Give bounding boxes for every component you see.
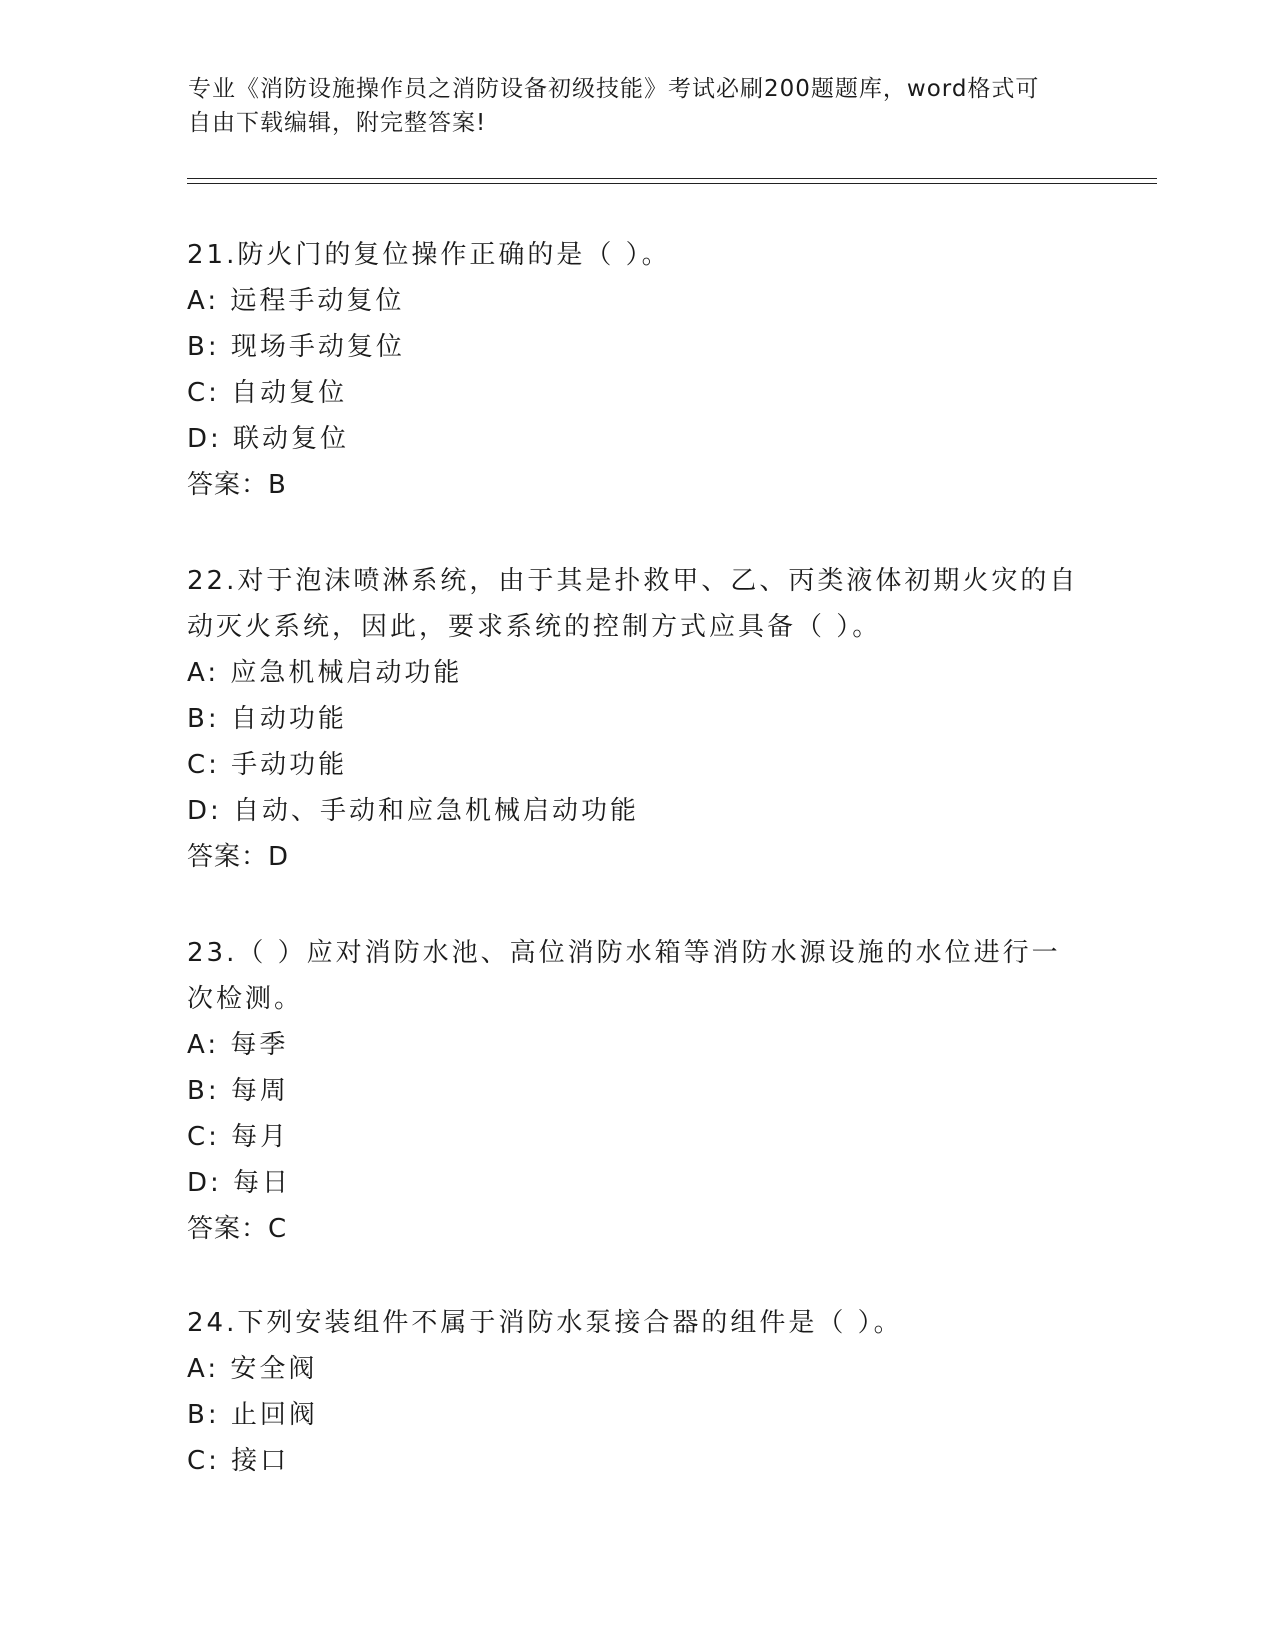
question-stem: 24.下列安装组件不属于消防水泵接合器的组件是（ ）。 xyxy=(187,1308,903,1338)
question-stem: 21.防火门的复位操作正确的是（ ）。 xyxy=(187,240,671,270)
question-23 xyxy=(187,930,1087,1252)
option-d: D: 每日 xyxy=(187,1168,292,1198)
answer-text: 答案：D xyxy=(187,842,290,872)
question-stem-line-2: 次检测。 xyxy=(187,984,304,1014)
question-stem-line-1: 23.（ ）应对消防水池、高位消防水箱等消防水源设施的水位进行一 xyxy=(187,938,1061,968)
document-header xyxy=(188,72,1088,140)
header-rule-bottom xyxy=(187,183,1157,184)
question-stem-line-2: 动灭火系统，因此，要求系统的控制方式应具备（ ）。 xyxy=(187,612,882,642)
question-22 xyxy=(187,558,1087,880)
header-rule-top xyxy=(187,178,1157,179)
option-a: A: 安全阀 xyxy=(187,1354,318,1384)
option-d: D: 自动、手动和应急机械启动功能 xyxy=(187,796,640,826)
answer-text: 答案：B xyxy=(187,470,287,500)
question-stem-line-1: 22.对于泡沫喷淋系统，由于其是扑救甲、乙、丙类液体初期火灾的自 xyxy=(187,566,1079,596)
option-a: A: 远程手动复位 xyxy=(187,286,405,316)
header-line-1: 专业《消防设施操作员之消防设备初级技能》考试必刷200题题库，word格式可 xyxy=(188,76,1040,102)
option-b: B: 自动功能 xyxy=(187,704,347,734)
option-a: A: 应急机械启动功能 xyxy=(187,658,463,688)
question-list xyxy=(187,232,1087,1534)
option-b: B: 止回阀 xyxy=(187,1400,318,1430)
question-21 xyxy=(187,232,1087,508)
option-c: C: 接口 xyxy=(187,1446,290,1476)
option-c: C: 每月 xyxy=(187,1122,290,1152)
option-d: D: 联动复位 xyxy=(187,424,350,454)
question-24 xyxy=(187,1300,1087,1484)
option-b: B: 现场手动复位 xyxy=(187,332,405,362)
option-a: A: 每季 xyxy=(187,1030,289,1060)
option-c: C: 手动功能 xyxy=(187,750,348,780)
option-b: B: 每周 xyxy=(187,1076,289,1106)
header-line-2: 自由下载编辑，附完整答案! xyxy=(188,110,487,136)
option-c: C: 自动复位 xyxy=(187,378,348,408)
answer-text: 答案：C xyxy=(187,1214,288,1244)
